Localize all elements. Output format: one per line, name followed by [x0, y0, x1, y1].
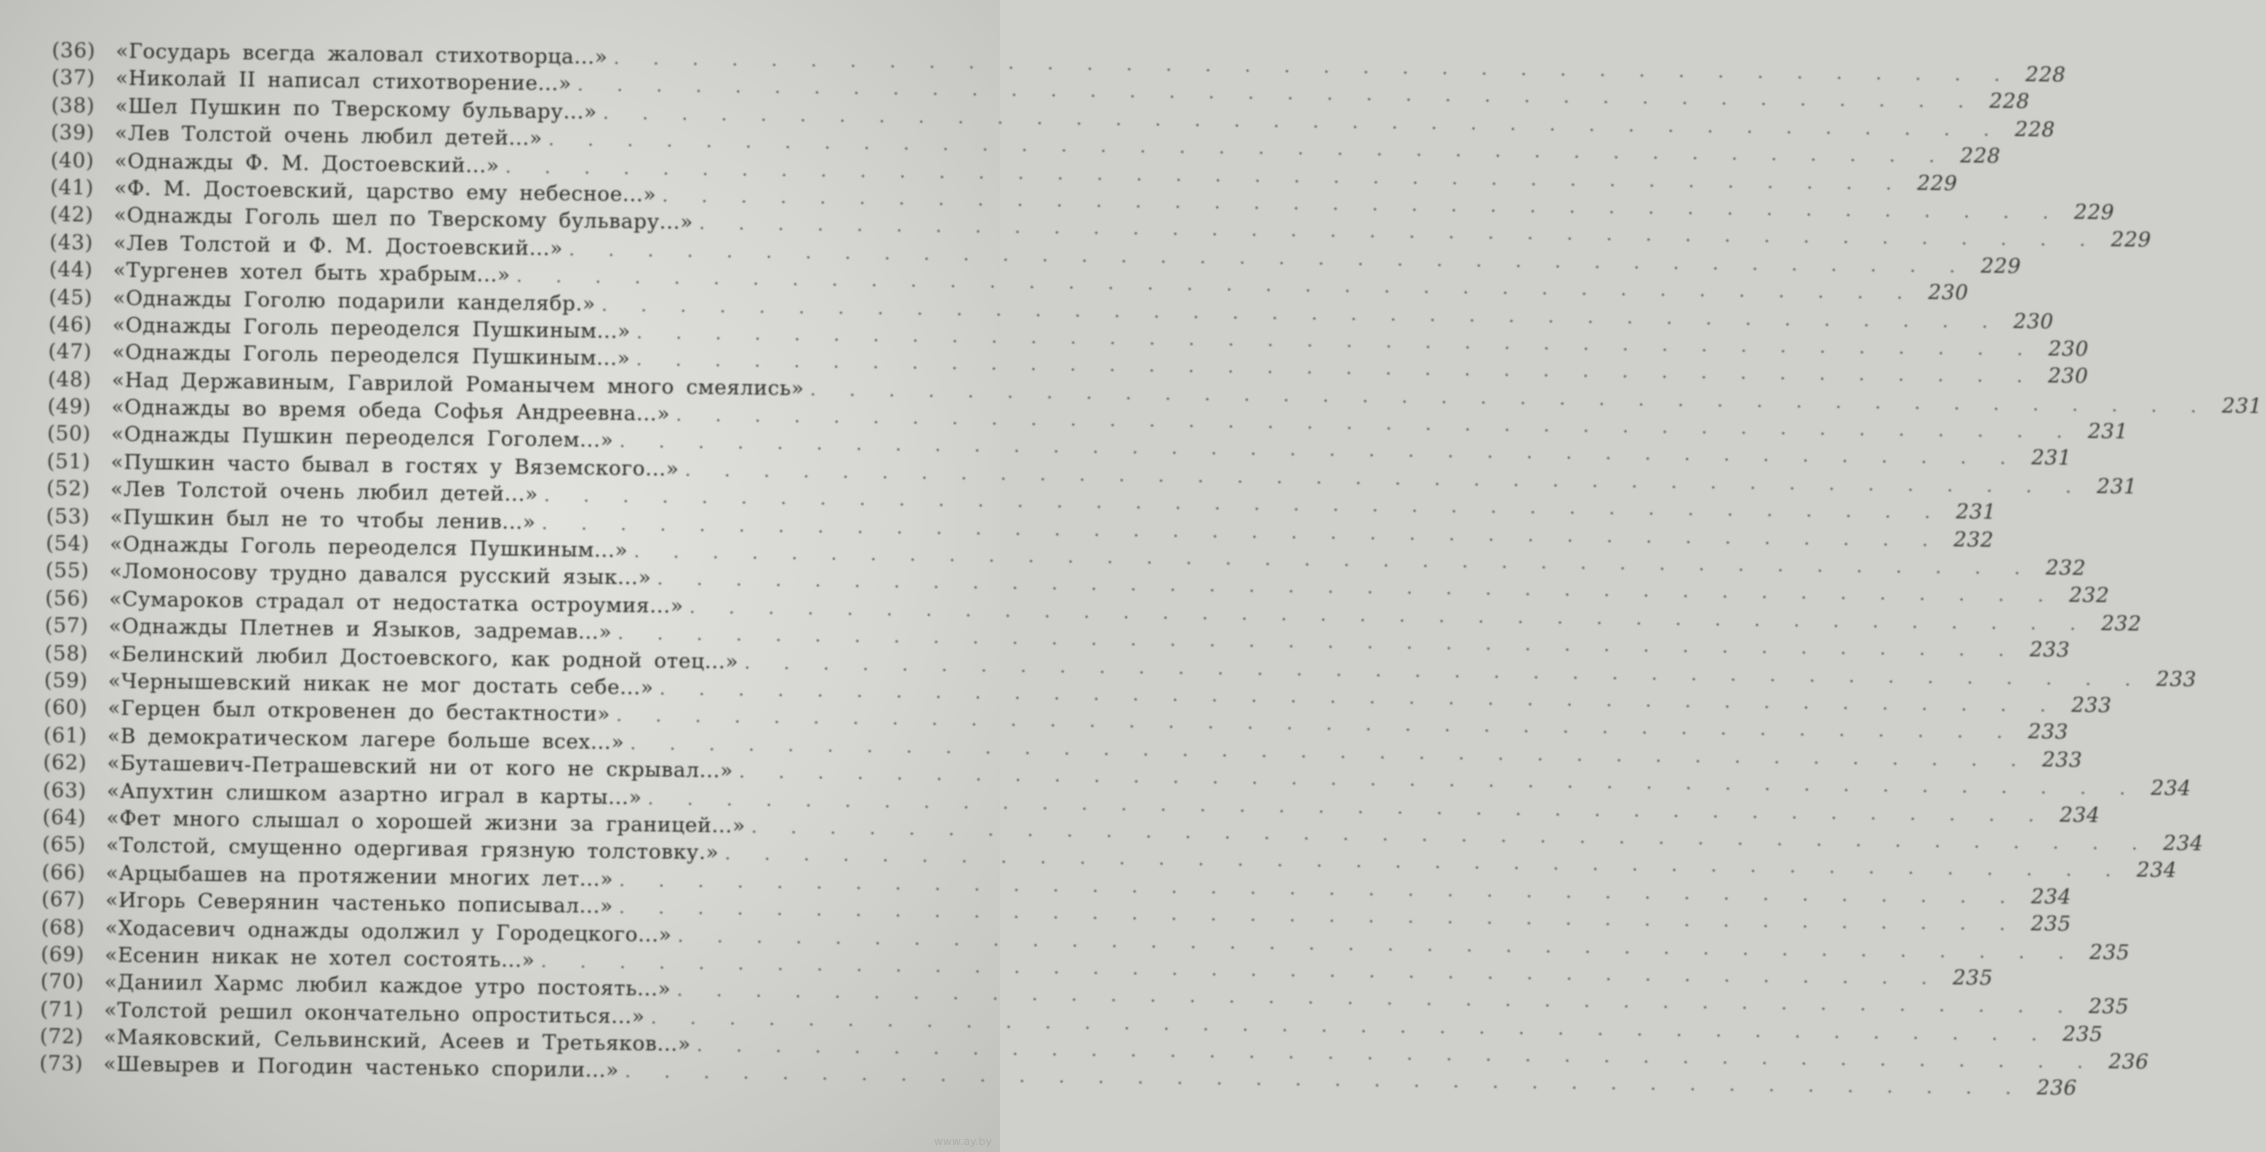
- entry-number: (71): [39, 996, 84, 1022]
- entry-title: «Николай II написал стихотворение...»: [115, 66, 572, 96]
- entry-title: «Ломоносову трудно давался русский язык...»: [109, 559, 652, 590]
- entry-title: «Пушкин часто бывал в гостях у Вяземского...»: [110, 449, 680, 481]
- entry-page-number: 229: [1916, 170, 1958, 195]
- table-of-contents: [39, 38, 2263, 1101]
- entry-page-number: 230: [2048, 336, 2089, 361]
- entry-page-number: 231: [2031, 445, 2072, 471]
- entry-page-number: 232: [2101, 610, 2142, 636]
- entry-page-number: 231: [2087, 418, 2129, 444]
- entry-page-number: 229: [2110, 227, 2152, 253]
- entry-number: (68): [40, 914, 85, 939]
- entry-title: «Однажды Гоголь переоделся Пушкиным...»: [109, 531, 628, 563]
- entry-title: «Пушкин был не то чтобы ленив...»: [110, 504, 536, 534]
- entry-number: (52): [46, 476, 91, 501]
- entry-number: (42): [49, 202, 94, 227]
- entry-page-number: 231: [1955, 499, 1997, 525]
- entry-page-number: 229: [2073, 199, 2115, 225]
- entry-number: (69): [40, 941, 85, 967]
- entry-number: (51): [46, 448, 91, 474]
- entry-number: (65): [42, 832, 86, 857]
- entry-page-number: 228: [2014, 116, 2056, 142]
- entry-title: «Маяковский, Сельвинский, Асеев и Третьяков...»: [103, 1024, 691, 1056]
- entry-number: (43): [49, 229, 94, 255]
- entry-page-number: 231: [2221, 393, 2263, 418]
- entry-page-number: 230: [2013, 308, 2054, 333]
- entry-page-number: 233: [2027, 719, 2069, 745]
- entry-title: «Есенин никак не хотел состоять...»: [104, 942, 535, 972]
- watermark: www.ay.by: [933, 1135, 992, 1148]
- entry-title: «Однажды Гоголь переоделся Пушкиным...»: [112, 340, 631, 371]
- entry-number: (55): [45, 558, 90, 583]
- entry-title: «Апухтин слишком азартно играл в карты...»: [106, 778, 642, 809]
- entry-page-number: 233: [2041, 747, 2083, 772]
- entry-page-number: 233: [2071, 692, 2112, 718]
- entry-page-number: 235: [2030, 911, 2072, 936]
- entry-page-number: 234: [2162, 830, 2204, 856]
- entry-number: (59): [44, 667, 88, 693]
- entry-title: «Лев Толстой очень любил детей...»: [114, 120, 543, 151]
- entry-number: (56): [45, 585, 89, 611]
- entry-page-number: 234: [2030, 883, 2072, 909]
- entry-number: (64): [42, 804, 87, 830]
- entry-page-number: 234: [2150, 775, 2192, 801]
- entry-title: «Арцыбашев на протяжении многих лет...»: [105, 860, 614, 891]
- entry-number: (53): [46, 503, 90, 529]
- entry-title: «Однажды Ф. М. Достоевский...»: [114, 148, 500, 178]
- entry-number: (58): [44, 640, 89, 666]
- entry-page-number: 235: [2062, 1021, 2104, 1046]
- entry-title: «Фет много слышал о хорошей жизни за границей...»: [106, 805, 746, 838]
- entry-number: (73): [39, 1051, 84, 1076]
- entry-page-number: 236: [2036, 1075, 2078, 1101]
- entry-title: «Буташевич-Петрашевский ни от кого не скрывал...»: [107, 750, 734, 783]
- entry-number: (62): [43, 750, 87, 775]
- entry-page-number: 231: [2096, 473, 2138, 499]
- entry-title: «Однажды Гоголь шел по Тверскому бульвару...»: [113, 203, 694, 235]
- entry-number: (39): [50, 120, 95, 145]
- entry-page-number: 228: [2025, 62, 2066, 87]
- entry-number: (66): [41, 859, 86, 885]
- entry-number: (61): [43, 722, 88, 748]
- entry-number: (54): [45, 530, 90, 556]
- entry-page-number: 232: [1953, 526, 1995, 552]
- entry-title: «Ф. М. Достоевский, царство ему небесное...»: [114, 175, 657, 207]
- entry-title: «Над Державиным, Гаврилой Романычем много смеялись»: [111, 367, 805, 400]
- entry-number: (41): [50, 174, 95, 200]
- entry-title: «Игорь Северянин частенько пописывал...»: [105, 887, 614, 919]
- entry-page-number: 232: [2068, 583, 2110, 608]
- entry-title: «Лев Толстой очень любил детей...»: [110, 476, 539, 507]
- entry-page-number: 230: [1928, 280, 1969, 305]
- entry-title: «Чернышевский никак не мог достать себе...»: [108, 668, 654, 700]
- entry-page-number: 229: [1980, 253, 2022, 278]
- entry-title: «Белинский любил Достоевского, как родной отец...»: [108, 641, 739, 674]
- entry-title: «Лев Толстой и Ф. М. Достоевский...»: [113, 230, 564, 260]
- entry-page-number: 234: [2059, 802, 2101, 827]
- entry-number: (38): [51, 92, 96, 118]
- entry-title: «Шел Пушкин по Тверскому бульвару...»: [115, 93, 598, 124]
- entry-page-number: 233: [2029, 637, 2071, 662]
- entry-number: (37): [51, 65, 96, 90]
- entry-title: «Государь всегда жаловал стихотворца...»: [115, 38, 608, 69]
- entry-number: (47): [48, 339, 93, 364]
- entry-title: «Однажды Гоголю подарили канделябр.»: [112, 285, 596, 316]
- entry-number: (40): [50, 147, 95, 173]
- entry-number: (57): [44, 613, 89, 638]
- entry-number: (44): [49, 257, 94, 282]
- entry-page-number: 228: [1989, 89, 2030, 114]
- entry-title: «Однажды во время обеда Софья Андреевна...»: [111, 394, 671, 426]
- entry-title: «Однажды Пушкин переоделся Гоголем...»: [111, 422, 614, 453]
- entry-number: (48): [47, 366, 92, 392]
- entry-title: «Шевырев и Погодин частенько спорили...»: [103, 1052, 620, 1083]
- entry-title: «В демократическом лагере больше всех...»: [107, 723, 625, 754]
- entry-page-number: 235: [2089, 939, 2130, 964]
- entry-page-number: 228: [1960, 143, 2001, 168]
- entry-title: «Герцен был откровенен до бестактности»: [107, 696, 611, 727]
- entry-title: «Однажды Плетнев и Языков, задремав...»: [108, 613, 612, 645]
- entry-number: (46): [48, 311, 93, 337]
- entry-title: «Даниил Хармс любил каждое утро постоять...»: [104, 969, 672, 1001]
- entry-number: (67): [41, 887, 86, 912]
- entry-page-number: 235: [2088, 994, 2130, 1019]
- entry-title: «Сумароков страдал от недостатка остроумия...»: [109, 586, 684, 618]
- entry-title: «Тургенев хотел быть храбрым...»: [113, 257, 511, 287]
- entry-title: «Толстой решил окончательно опроститься...»: [103, 997, 645, 1028]
- entry-number: (60): [43, 695, 88, 720]
- entry-title: «Ходасевич однажды одолжил у Городецкого...»: [104, 915, 672, 947]
- entry-number: (50): [47, 421, 91, 446]
- entry-title: «Толстой, смущенно одергивая грязную толстовку.»: [105, 833, 719, 865]
- entry-number: (70): [40, 969, 85, 994]
- entry-title: «Однажды Гоголь переоделся Пушкиным...»: [112, 312, 631, 343]
- entry-page-number: 232: [2045, 555, 2087, 580]
- entry-page-number: 234: [2136, 857, 2178, 883]
- entry-number: (72): [39, 1023, 84, 1049]
- entry-page-number: 235: [1952, 965, 1994, 990]
- entry-number: (45): [48, 284, 93, 310]
- entry-number: (63): [42, 777, 87, 803]
- entry-number: (36): [51, 38, 96, 63]
- entry-page-number: 233: [2156, 666, 2197, 691]
- entry-number: (49): [47, 394, 92, 419]
- entry-page-number: 236: [2108, 1049, 2150, 1074]
- entry-page-number: 230: [2047, 363, 2089, 389]
